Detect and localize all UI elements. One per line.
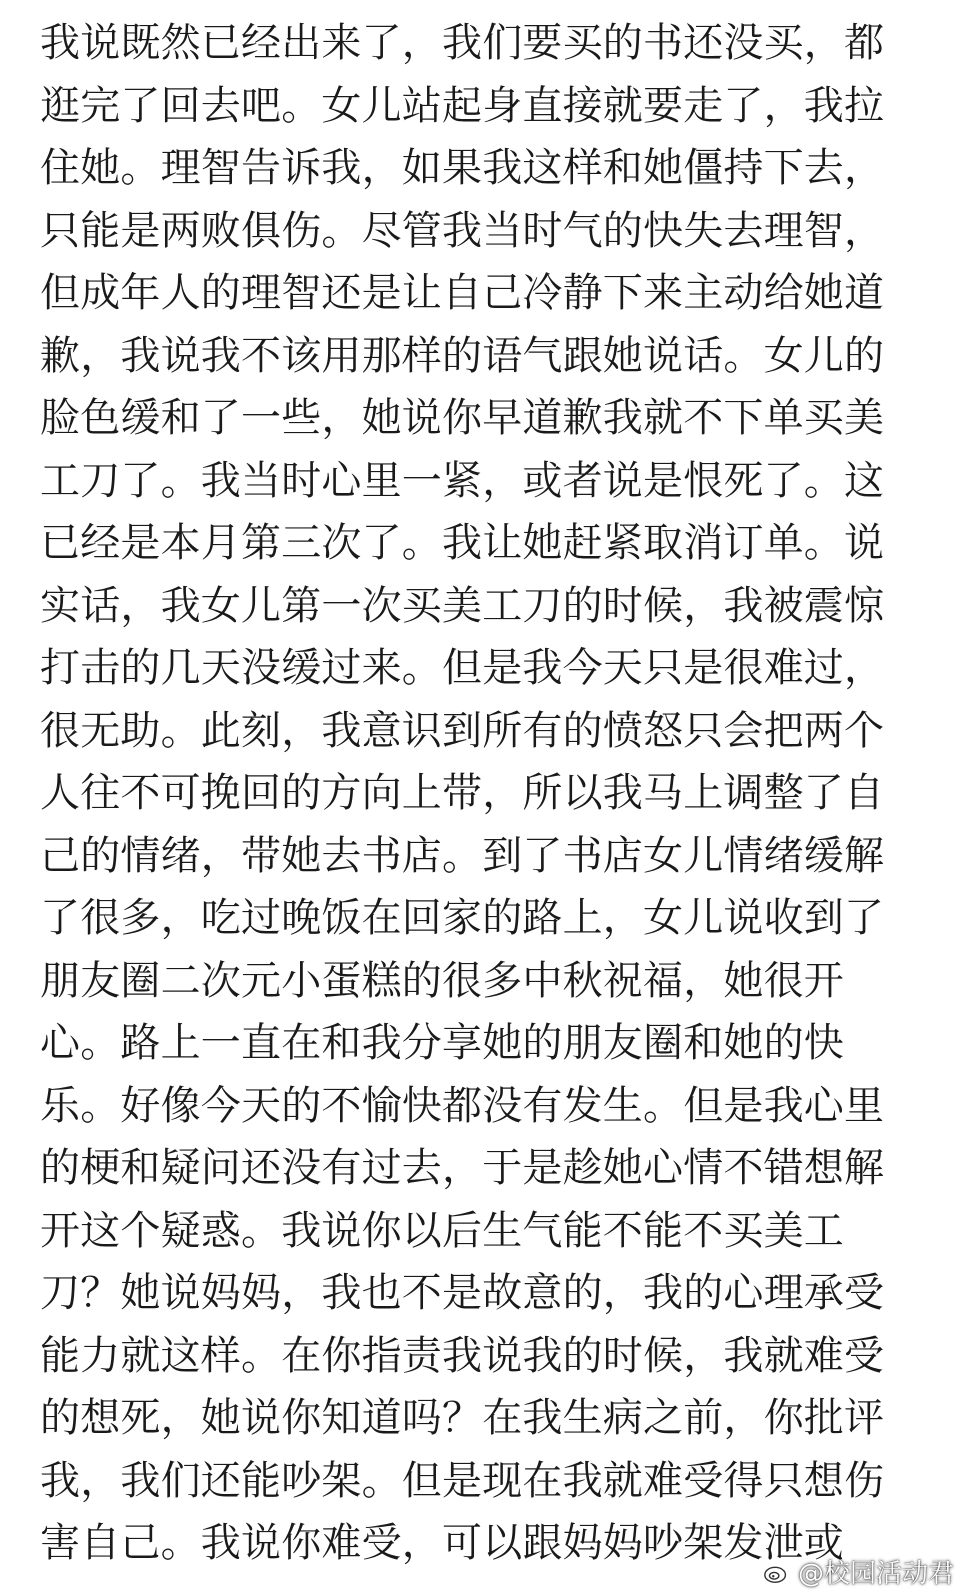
text-line: 工刀了。我当时心里一紧，或者说是恨死了。这: [40, 457, 885, 504]
text-line: 很无助。此刻，我意识到所有的愤怒只会把两个: [40, 707, 885, 754]
text-line: 人往不可挽回的方向上带，所以我马上调整了自: [40, 770, 885, 816]
text-line: 但成年人的理智还是让自己冷静下来主动给她道: [40, 270, 885, 316]
text-line: 刀？她说妈妈，我也不是故意的，我的心理承受: [40, 1270, 885, 1316]
article-body: [40, 12, 940, 1575]
text-line: 开这个疑惑。我说你以后生气能不能不买美工: [40, 1207, 844, 1254]
text-line: 了很多，吃过晚饭在回家的路上，女儿说收到了: [40, 895, 885, 941]
text-line: 脸色缓和了一些，她说你早道歉我就不下单买美: [40, 395, 885, 441]
text-line: 住她。理智告诉我，如果我这样和她僵持下去，: [40, 145, 885, 191]
text-line: 己的情绪，带她去书店。到了书店女儿情绪缓解: [40, 832, 885, 879]
text-line: 心。路上一直在和我分享她的朋友圈和她的快: [40, 1020, 844, 1066]
text-line: 我，我们还能吵架。但是现在我就难受得只想伤: [40, 1457, 885, 1504]
text-line: 的想死，她说你知道吗？在我生病之前，你批评: [40, 1395, 885, 1441]
text-line: 只能是两败俱伤。尽管我当时气的快失去理智，: [40, 207, 885, 254]
watermark-text: @校园活动君: [797, 1559, 954, 1589]
text-line: 实话，我女儿第一次买美工刀的时候，我被震惊: [40, 582, 885, 629]
text-line: 我说既然已经出来了，我们要买的书还没买，都: [40, 20, 885, 66]
text-line: 的梗和疑问还没有过去，于是趁她心情不错想解: [40, 1145, 885, 1191]
text-line: 朋友圈二次元小蛋糕的很多中秋祝福，她很开: [40, 957, 844, 1004]
weibo-logo-icon: [762, 1557, 792, 1587]
text-line: 乐。好像今天的不愉快都没有发生。但是我心里: [40, 1082, 885, 1129]
text-line: 歉，我说我不该用那样的语气跟她说话。女儿的: [40, 332, 885, 379]
text-line: 害自己。我说你难受，可以跟妈妈吵架发泄或: [40, 1520, 844, 1566]
text-line: 能力就这样。在你指责我说我的时候，我就难受: [40, 1332, 885, 1379]
text-line: 打击的几天没缓过来。但是我今天只是很难过，: [40, 645, 885, 691]
watermark: [762, 1553, 954, 1590]
text-line: 已经是本月第三次了。我让她赶紧取消订单。说: [40, 520, 885, 566]
text-line: 逛完了回去吧。女儿站起身直接就要走了，我拉: [40, 82, 885, 129]
